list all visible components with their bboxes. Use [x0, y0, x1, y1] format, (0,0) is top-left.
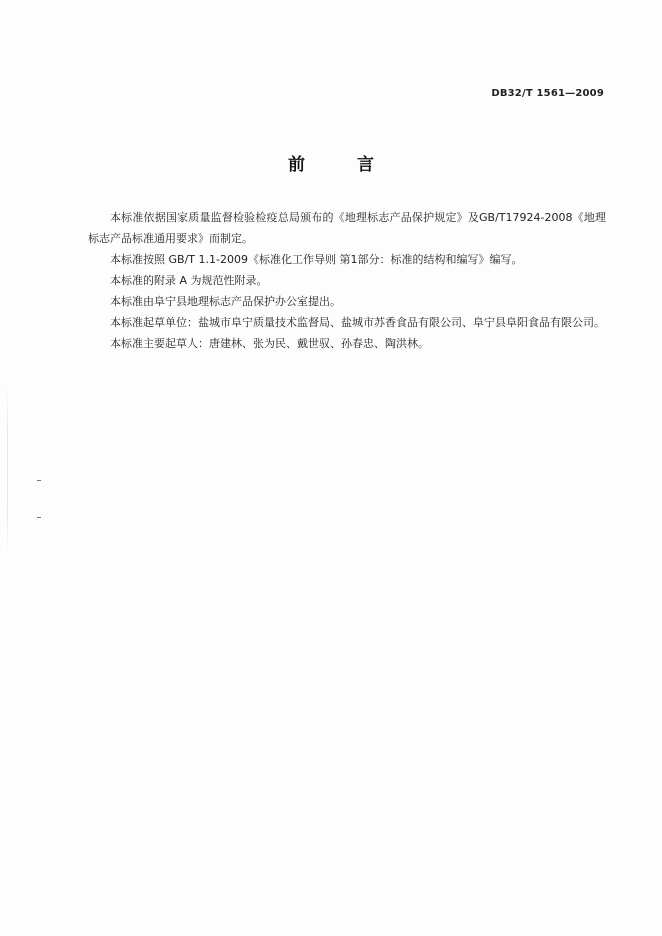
- standard-code: DB32/T 1561—2009: [491, 88, 604, 99]
- foreword-paragraph: 本标准的附录 A 为规范性附录。: [110, 274, 268, 287]
- margin-mark: [37, 480, 41, 481]
- foreword-paragraph: 本标准按照 GB/T 1.1-2009《标准化工作导则 第1部分：标准的结构和编写》编写。: [110, 253, 523, 266]
- foreword-paragraph: 本标准起草单位：盐城市阜宁质量技术监督局、盐城市苏香食品有限公司、阜宁县阜阳食品有限公司。: [110, 316, 605, 329]
- margin-mark: [37, 517, 41, 518]
- scan-edge-shadow: [7, 380, 8, 560]
- page-title: 前言: [288, 155, 426, 175]
- foreword-paragraph: 本标准由阜宁县地理标志产品保护办公室提出。: [110, 295, 341, 308]
- foreword-body: [88, 207, 606, 354]
- foreword-paragraph: 本标准依据国家质量监督检验检疫总局颁布的《地理标志产品保护规定》及GB/T17924-2008《地理标志产品标准通用要求》而制定。: [88, 211, 606, 245]
- foreword-paragraph: 本标准主要起草人：唐建林、张为民、戴世驭、孙春忠、陶洪林。: [110, 337, 429, 350]
